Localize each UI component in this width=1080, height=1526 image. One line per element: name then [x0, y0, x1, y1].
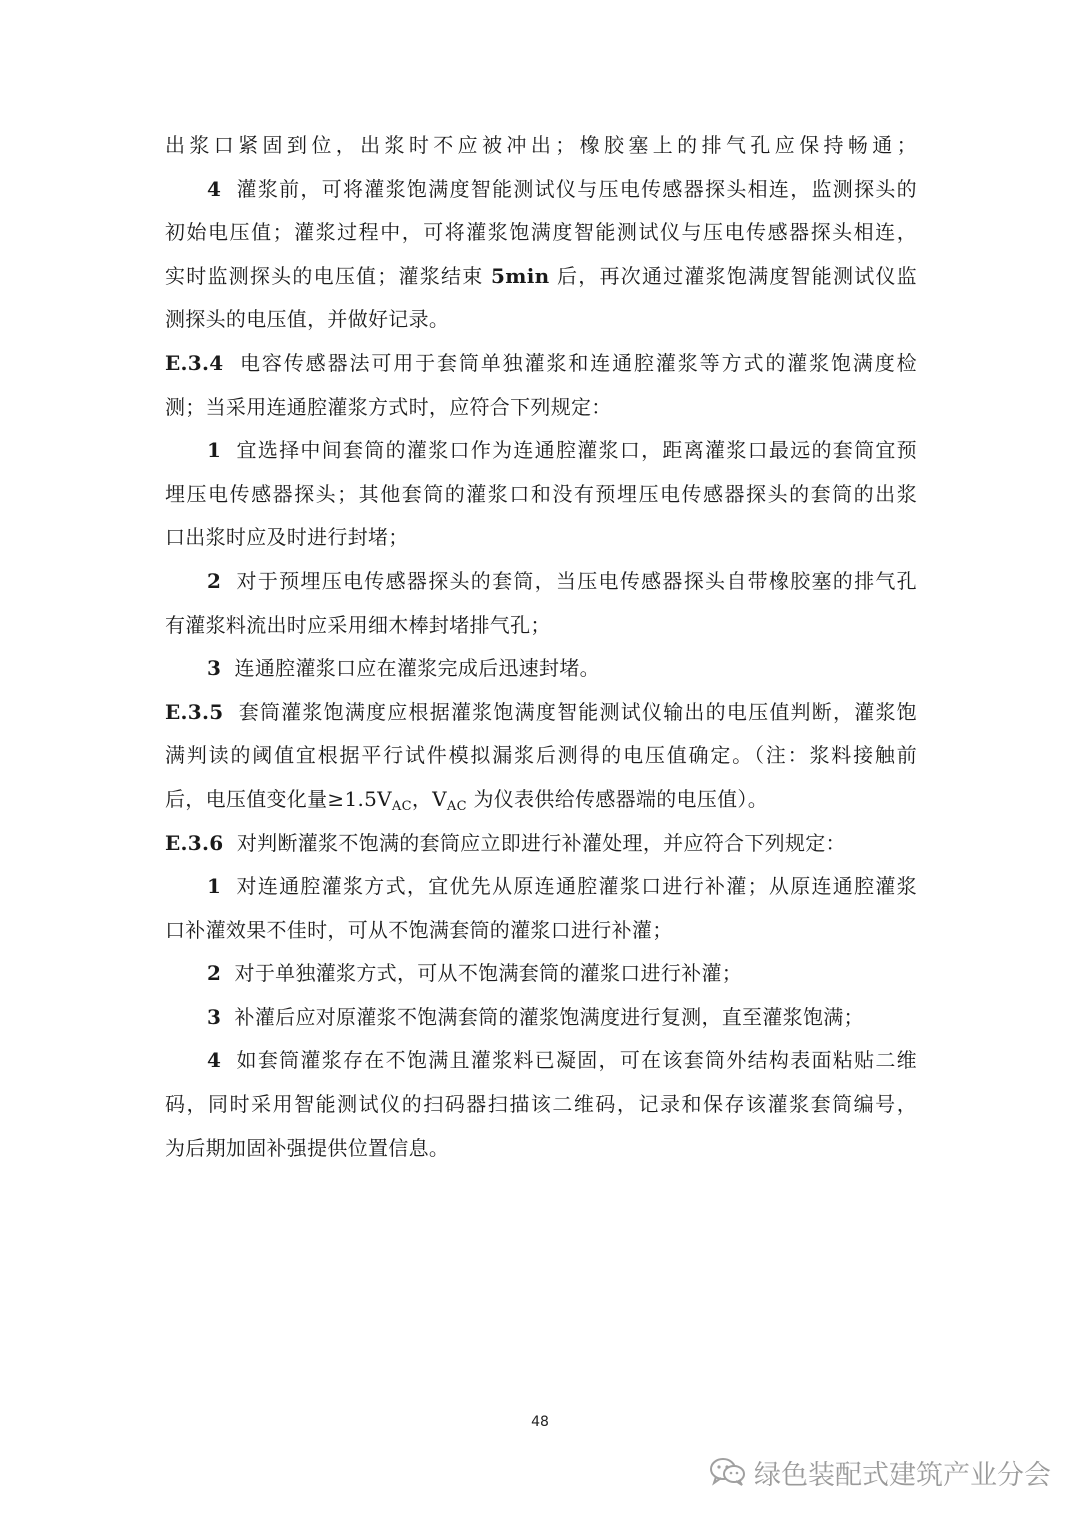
list-item-1: 1 对连通腔灌浆方式，宜优先从原连通腔灌浆口进行补灌；从原连通腔灌浆	[207, 874, 917, 899]
text-line: 为后期加固补强提供位置信息。	[165, 1135, 450, 1160]
text-line: 埋压电传感器探头；其他套筒的灌浆口和没有预埋压电传感器探头的套筒的出浆	[165, 481, 917, 506]
watermark	[708, 1452, 1051, 1492]
clause-e-3-6: E.3.6 对判断灌浆不饱满的套筒应立即进行补灌处理，并应符合下列规定：	[165, 830, 846, 855]
list-item-2: 2 对于预埋压电传感器探头的套筒，当压电传感器探头自带橡胶塞的排气孔	[207, 568, 917, 593]
text-line: 测；当采用连通腔灌浆方式时，应符合下列规定：	[165, 394, 612, 419]
list-item-2: 2 对于单独灌浆方式，可从不饱满套筒的灌浆口进行补灌；	[207, 961, 743, 986]
list-item-1: 1 宜选择中间套筒的灌浆口作为连通腔灌浆口，距离灌浆口最远的套筒宜预	[207, 438, 917, 463]
list-item-3: 3 补灌后应对原灌浆不饱满套筒的灌浆饱满度进行复测，直至灌浆饱满；	[207, 1004, 864, 1029]
clause-e-3-5: E.3.5 套筒灌浆饱满度应根据灌浆饱满度智能测试仪输出的电压值判断，灌浆饱	[165, 699, 917, 724]
text-line: 出浆口紧固到位，出浆时不应被冲出；橡胶塞上的排气孔应保持畅通；	[165, 133, 917, 157]
text-line: 测探头的电压值，并做好记录。	[165, 307, 450, 332]
text-line: 有灌浆料流出时应采用细木棒封堵排气孔；	[165, 612, 551, 637]
text-line: 满判读的阈值宜根据平行试件模拟漏浆后测得的电压值确定。（注：浆料接触前	[165, 743, 917, 768]
text-line: 口出浆时应及时进行封堵；	[165, 525, 409, 550]
list-item-3: 3 连通腔灌浆口应在灌浆完成后迅速封堵。	[207, 656, 600, 681]
text-line: 码，同时采用智能测试仪的扫码器扫描该二维码，记录和保存该灌浆套筒编号，	[165, 1092, 917, 1117]
list-item-4: 4 如套筒灌浆存在不饱满且灌浆料已凝固，可在该套筒外结构表面粘贴二维	[207, 1048, 917, 1073]
watermark-text: 绿色装配式建筑产业分会	[754, 1459, 1051, 1491]
text-line: 后，电压值变化量$\ge 1.5V_{AC}$，$V_{AC}$ 为仪表供给传感器端的电压值）。	[165, 786, 769, 814]
text-line: 口补灌效果不佳时，可从不饱满套筒的灌浆口进行补灌；	[165, 917, 673, 942]
clause-e-3-4: E.3.4 电容传感器法可用于套筒单独灌浆和连通腔灌浆等方式的灌浆饱满度检	[165, 350, 917, 375]
page-number: 48	[531, 1414, 549, 1430]
list-item-4: 4 灌浆前，可将灌浆饱满度智能测试仪与压电传感器探头相连，监测探头的	[207, 176, 917, 201]
text-line: 初始电压值；灌浆过程中，可将灌浆饱满度智能测试仪与压电传感器探头相连，	[165, 220, 917, 245]
body-text	[165, 127, 917, 1173]
text-line: 实时监测探头的电压值；灌浆结束 5min 后，再次通过灌浆饱满度智能测试仪监	[165, 263, 917, 288]
wechat-icon	[708, 1455, 748, 1489]
